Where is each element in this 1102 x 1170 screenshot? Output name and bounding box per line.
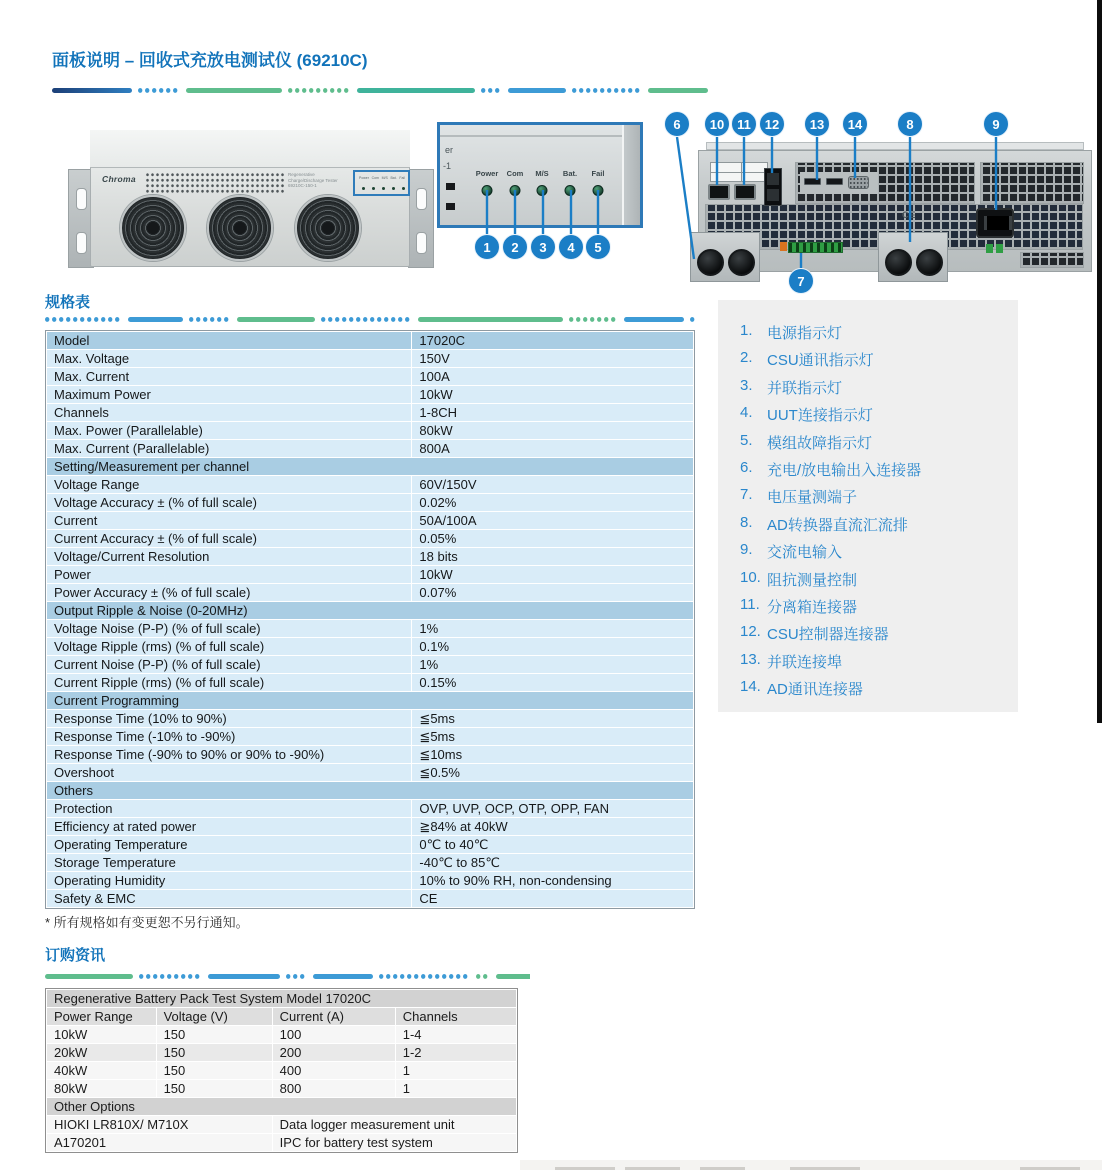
callout-7: 7 [788,268,814,294]
green-terminal-1 [986,244,993,253]
callout-10: 10 [704,111,730,137]
spec-value: 0.05% [412,530,693,547]
order-cell: 80kW [47,1080,156,1097]
ad-converter-dc-bus [878,232,948,282]
spec-label: Current Ripple (rms) (% of full scale) [47,674,411,691]
spec-label: Max. Current [47,368,411,385]
serial-label-box [710,162,768,182]
panel-square-1 [446,183,455,190]
order-cell: 400 [273,1062,395,1079]
legend-item: 9. 交流电输入 [740,541,843,562]
spec-value: 10% to 90% RH, non-condensing [412,872,693,889]
spec-label: Voltage Range [47,476,411,493]
spec-label: Operating Humidity [47,872,411,889]
spec-value: CE [412,890,693,907]
spec-label: Power [47,566,411,583]
power-led [482,185,493,196]
order-cell: 150 [157,1080,272,1097]
rear-panel-photo [680,112,1092,290]
title-separator [52,88,745,93]
spec-value: ≧84% at 40kW [412,818,693,835]
led-label-bat: Bat. [562,169,578,178]
callout-2: 2 [502,234,528,260]
spec-label: Current Accuracy ± (% of full scale) [47,530,411,547]
spec-label: Voltage/Current Resolution [47,548,411,565]
spec-label: Max. Power (Parallelable) [47,422,411,439]
order-cell: 1-4 [396,1026,516,1043]
spec-value: 17020C [412,332,693,349]
ordering-table [45,988,518,1153]
spec-label: Voltage Accuracy ± (% of full scale) [47,494,411,511]
spec-section-title: 规格表 [45,294,91,311]
parallel-port-1 [804,178,821,185]
rear-top-lip [706,142,1084,150]
order-cell: 40kW [47,1062,156,1079]
led-label-ms: M/S [535,169,549,178]
callout-3: 3 [530,234,556,260]
fail-led [593,185,604,196]
spec-value: 0℃ to 40℃ [412,836,693,853]
legend-item: 3. 并联指示灯 [740,376,843,397]
panel-square-2 [446,203,455,210]
ms-led [537,185,548,196]
partial-text-bottom: -1 [443,161,452,171]
spec-value: 0.02% [412,494,693,511]
callout-11: 11 [731,111,757,137]
spec-section: Setting/Measurement per channel [47,458,693,475]
order-section-title: 订购资讯 [45,947,106,964]
page-title: 面板说明 – 回收式充放电测试仪 (69210C) [52,51,368,70]
aux-connector [780,242,787,251]
rear-panel-legend [718,300,1018,712]
spec-value: 80kW [412,422,693,439]
ce-mark: CE [902,210,917,220]
spec-label: Model [47,332,411,349]
spec-label: Channels [47,404,411,421]
led-label-fail: Fail [591,169,605,178]
front-model-line2: 69210C-150-1 [288,183,317,188]
panel-groove [440,135,640,137]
order-option-desc: IPC for battery test system [273,1134,516,1151]
parallel-port-2 [826,178,843,185]
front-vent-dots [145,172,285,193]
spec-label: Safety & EMC [47,890,411,907]
spec-value: 60V/150V [412,476,693,493]
spec-table [45,330,695,909]
front-model-text [288,172,350,189]
callout-14: 14 [842,111,868,137]
order-cell: 150 [157,1062,272,1079]
order-option-model: HIOKI LR810X/ M710X [47,1116,272,1133]
bat-led [565,185,576,196]
legend-item: 6. 充电/放电输出入连接器 [740,458,922,479]
mini-leds [362,187,405,190]
led-area-highlight-box [353,170,410,196]
legend-item: 13. 并联连接埠 [740,650,843,671]
fan-2 [207,195,273,261]
spec-label: Maximum Power [47,386,411,403]
order-option-desc: Data logger measurement unit [273,1116,516,1133]
impedance-measure-connector [708,184,730,200]
spec-value: 1% [412,656,693,673]
order-col-header: Voltage (V) [157,1008,272,1025]
spec-value: 0.07% [412,584,693,601]
spec-section: Current Programming [47,692,693,709]
callout-1: 1 [474,234,500,260]
spec-label: Protection [47,800,411,817]
order-cell: 150 [157,1026,272,1043]
rack-ear-right [408,169,434,268]
fan-3 [295,195,361,261]
spec-section: Output Ripple & Noise (0-20MHz) [47,602,693,619]
front-chassis-top [90,130,410,168]
order-cell: 100 [273,1026,395,1043]
spec-value: 50A/100A [412,512,693,529]
legend-item: 12. CSU控制器连接器 [740,623,889,644]
ad-comm-connector [848,176,869,189]
spec-label: Max. Current (Parallelable) [47,440,411,457]
legend-item: 4. UUT连接指示灯 [740,404,873,425]
legend-item: 11. 分离箱连接器 [740,595,858,616]
order-cell: 800 [273,1080,395,1097]
spec-label: Storage Temperature [47,854,411,871]
callout-9: 9 [983,111,1009,137]
order-cell: 1 [396,1080,516,1097]
order-cell: 200 [273,1044,395,1061]
spec-value: ≦5ms [412,710,693,727]
front-model-line1: Regenerative Charge/Discharge Tester [288,172,338,183]
vent-grid-bottom-right [1020,252,1084,268]
order-col-header: Channels [396,1008,516,1025]
spec-label: Efficiency at rated power [47,818,411,835]
spec-label: Power Accuracy ± (% of full scale) [47,584,411,601]
spec-label: Response Time (-90% to 90% or 90% to -90%) [47,746,411,763]
callout-12: 12 [759,111,785,137]
spec-value: ≦10ms [412,746,693,763]
order-cell: 1-2 [396,1044,516,1061]
order-separator [45,974,530,979]
spec-value: 10kW [412,386,693,403]
csu-controller-connector [764,168,782,206]
spec-label: Current [47,512,411,529]
order-options-header: Other Options [47,1098,516,1115]
legend-item: 2. CSU通讯指示灯 [740,349,874,370]
spec-value: ≦0.5% [412,764,693,781]
com-led [510,185,521,196]
spec-value: 1% [412,620,693,637]
spec-value: 18 bits [412,548,693,565]
spec-value: 800A [412,440,693,457]
voltage-sense-terminal [788,242,843,253]
partial-text-top: er [445,145,454,155]
spec-footnote: * 所有规格如有变更恕不另行通知。 [45,915,249,930]
led-label-com: Com [506,169,524,178]
spec-label: Overshoot [47,764,411,781]
callout-13: 13 [804,111,830,137]
spec-label: Max. Voltage [47,350,411,367]
spec-value: OVP, UVP, OCP, OTP, OPP, FAN [412,800,693,817]
led-label-power: Power [475,169,499,178]
spec-separator [45,317,695,322]
callout-4: 4 [558,234,584,260]
order-cell: 1 [396,1062,516,1079]
callout-6: 6 [664,111,690,137]
legend-item: 14. AD通讯连接器 [740,678,863,699]
charge-discharge-io-connector [690,232,760,282]
vent-grid-top-right [980,162,1084,204]
callout-8: 8 [897,111,923,137]
spec-value: 1-8CH [412,404,693,421]
spec-value: 0.1% [412,638,693,655]
rack-edge [622,125,640,225]
order-table-title: Regenerative Battery Pack Test System Model 17020C [47,990,516,1007]
order-cell: 10kW [47,1026,156,1043]
order-cell: 20kW [47,1044,156,1061]
front-panel-photo [60,112,440,290]
next-page-preview [520,1160,1102,1170]
spec-section: Others [47,782,693,799]
callout-5: 5 [585,234,611,260]
brand-logo: Chroma [102,174,136,184]
spec-label: Operating Temperature [47,836,411,853]
led-panel-photo [437,122,643,228]
order-cell: 150 [157,1044,272,1061]
legend-item: 7. 电压量测端子 [740,486,858,507]
spec-value: 100A [412,368,693,385]
legend-item: 10. 阻抗测量控制 [740,568,858,589]
spec-label: Current Noise (P-P) (% of full scale) [47,656,411,673]
spec-label: Response Time (-10% to -90%) [47,728,411,745]
breakout-box-connector [734,184,756,200]
ac-inlet [976,208,1014,238]
legend-item: 8. AD转换器直流汇流排 [740,513,908,534]
spec-label: Voltage Noise (P-P) (% of full scale) [47,620,411,637]
order-option-model: A170201 [47,1134,272,1151]
spec-label: Voltage Ripple (rms) (% of full scale) [47,638,411,655]
order-col-header: Current (A) [273,1008,395,1025]
order-col-header: Power Range [47,1008,156,1025]
legend-item: 1. 电源指示灯 [740,322,843,342]
spec-value: 0.15% [412,674,693,691]
spec-value: ≦5ms [412,728,693,745]
spec-value: 150V [412,350,693,367]
spec-value: 10kW [412,566,693,583]
spec-label: Response Time (10% to 90%) [47,710,411,727]
fan-1 [120,195,186,261]
legend-item: 5. 模组故障指示灯 [740,431,873,452]
spec-value: -40℃ to 85℃ [412,854,693,871]
green-terminal-2 [996,244,1003,253]
mini-led-labels: Power Com M/S Bat. Fail [359,176,405,180]
page-edge-artifact [1097,0,1102,723]
